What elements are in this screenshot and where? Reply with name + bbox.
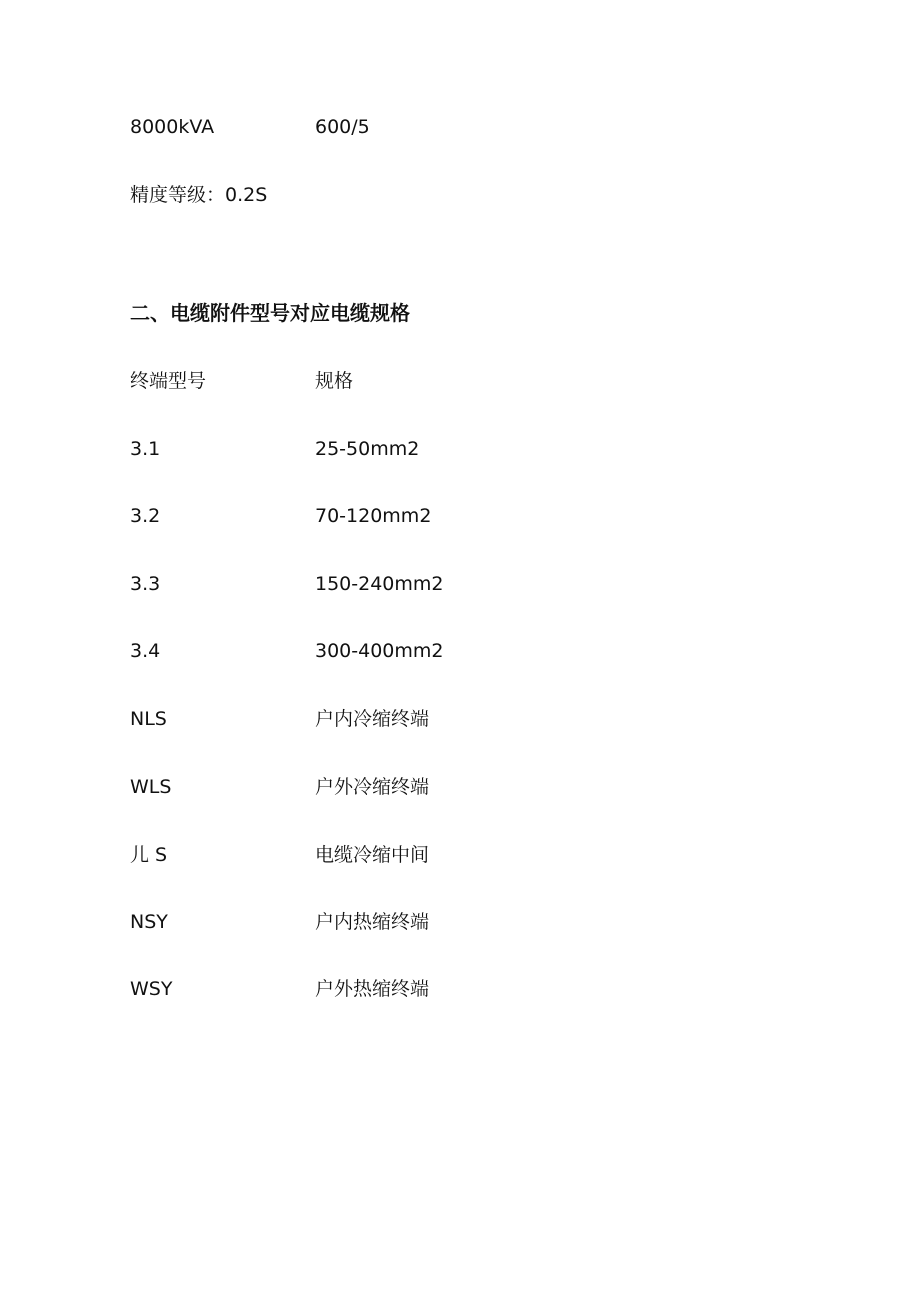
table-row xyxy=(130,502,730,530)
table-row xyxy=(130,773,730,801)
table-row xyxy=(130,637,730,665)
model-column-header: 终端型号 xyxy=(130,370,207,392)
spec-cell: 300-400mm2 xyxy=(315,640,444,662)
model-cell: 3.4 xyxy=(130,640,161,662)
model-cell: WSY xyxy=(130,978,173,1000)
spec-cell: 户内热缩终端 xyxy=(315,911,430,933)
model-cell: 3.2 xyxy=(130,505,161,527)
spec-cell: 25-50mm2 xyxy=(315,438,420,460)
model-cell: 3.3 xyxy=(130,573,161,595)
table-row xyxy=(130,841,730,869)
spec-cell: 户外热缩终端 xyxy=(315,978,430,1000)
model-cell: 3.1 xyxy=(130,438,161,460)
spec-cell: 70-120mm2 xyxy=(315,505,432,527)
spec-column-header: 规格 xyxy=(315,370,354,392)
model-cell: WLS xyxy=(130,776,172,798)
table-row xyxy=(130,908,730,936)
ct-ratio-value: 600/5 xyxy=(315,116,370,138)
model-cell: 儿 S xyxy=(130,844,168,866)
spec-cell: 电缆冷缩中间 xyxy=(315,844,430,866)
table-row xyxy=(130,975,730,1003)
section-heading: 二、电缆附件型号对应电缆规格 xyxy=(130,301,410,325)
transformer-rating-row xyxy=(130,113,730,141)
spec-cell: 户内冷缩终端 xyxy=(315,708,430,730)
capacity-value: 8000kVA xyxy=(130,116,215,138)
accuracy-class-line: 精度等级：0.2S xyxy=(130,184,268,206)
model-cell: NLS xyxy=(130,708,167,730)
spec-cell: 150-240mm2 xyxy=(315,573,444,595)
table-header-row xyxy=(130,367,730,395)
table-row xyxy=(130,705,730,733)
model-cell: NSY xyxy=(130,911,168,933)
spec-cell: 户外冷缩终端 xyxy=(315,776,430,798)
table-row xyxy=(130,570,730,598)
table-row xyxy=(130,435,730,463)
